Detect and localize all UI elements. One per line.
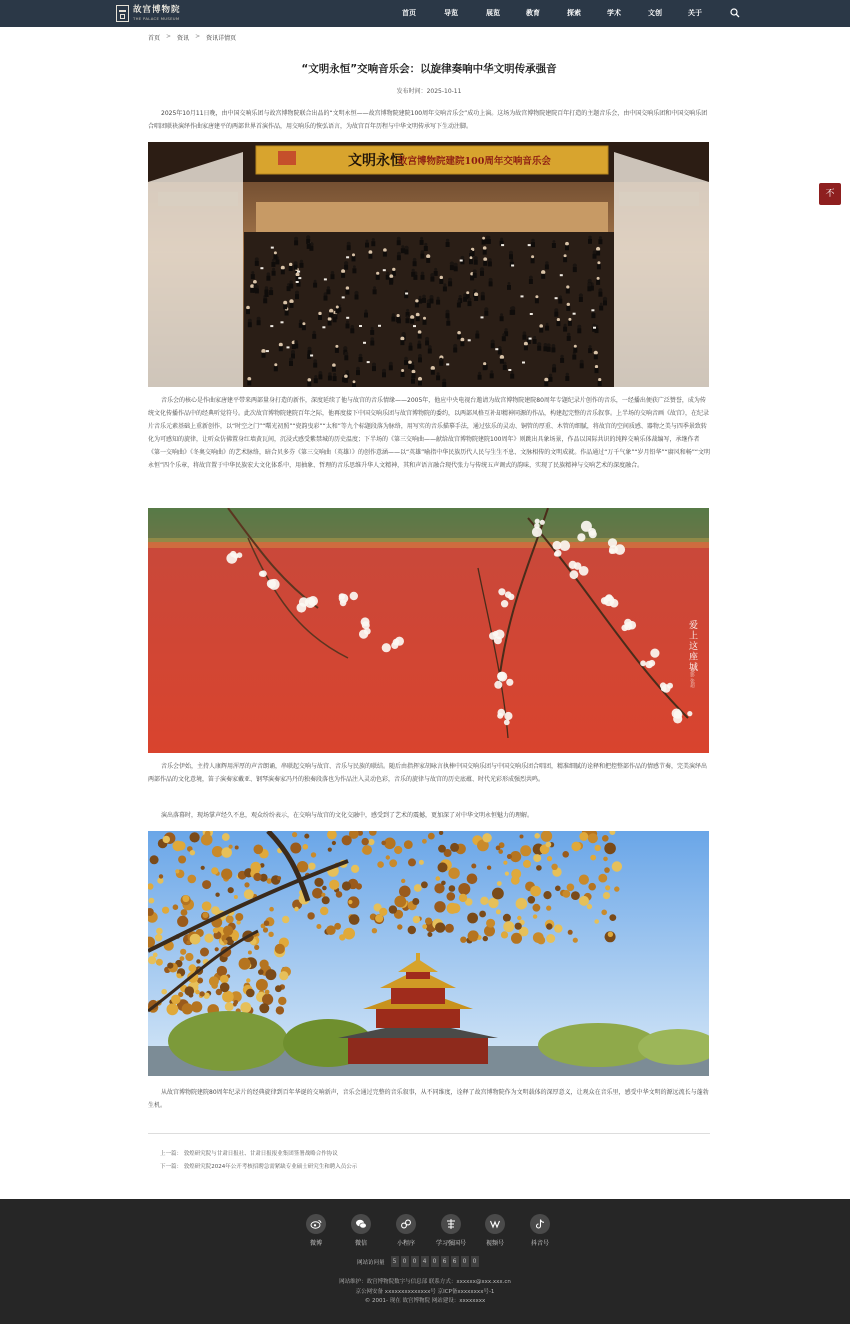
prev-article-link[interactable]: 上一篇： 敦煌研究院与甘肃日报社、甘肃日报报业集团签署战略合作协议 bbox=[160, 1151, 338, 1157]
concert-banner-subtitle: 故宫博物院建院100周年交响音乐会 bbox=[398, 156, 551, 167]
social-label: 微信 bbox=[354, 1240, 367, 1247]
museum-logo[interactable] bbox=[116, 4, 181, 23]
breadcrumb-current: 资讯详情页 bbox=[206, 35, 237, 42]
nav-item-home[interactable]: 首页 bbox=[402, 9, 416, 17]
breadcrumb-news[interactable]: 资讯 bbox=[177, 35, 190, 42]
social-label: 小程序 bbox=[396, 1240, 415, 1247]
main-nav bbox=[392, 0, 714, 27]
article-title: “文明永恒”交响音乐会：以旋律奏响中华文明传承强音 bbox=[301, 63, 557, 75]
article-paragraph: 音乐会的核心是作曲家唐建平带来两部量身打造的新作，深度延续了他与故宫的音乐情缘——2005年，他应中央电视台邀请为故宫博物院建院80周年专题纪录片创作的音乐，一经播出便获广泛赞誉，成为传统文化传播作品中的经典听觉符号。此次故宫博物院建院百年之际，他再度接下中国交响乐团与故宫博物院的委约，以两部风格互补却精神同源的作品，构建起完整的音乐叙事。上半场的交响音画《故宫》，在纪录片音乐元素基础上重新创作，以“时空之门”“曙光初照”“瓷韵曳彩”“太和”等九个标题段落为脉络，用写实的音乐描摹手法，通过弦乐的灵动、铜管的厚重、木管的细腻，将故宫的空间质感、器物之美与四季景致转化为可感知的旋律，让听众仿佛置身红墙黄瓦间，沉浸式感受紫禁城的历史温度；下半场的《第三交响曲——献给故宫博物院建院100周年》则跳出具象场景，作品以国际共识的纯粹交响乐体裁编写，承继作者《第一交响曲》《冬奥交响曲》的艺术脉络，暗合贝多芬《第三交响曲（英雄）》的创作意涵——以“英雄”喻指中华民族历代人民与生生不息、文脉相传的文明成就。作品通过“万千气象”“岁月铅华”“赓风和畅”“文明永恒”四个乐章，将故宫置于中华民族宏大文化体系中，用抽象、哲理的音乐思维升华人文精神，其和声语言融合现代张力与传统五声调式的韵味，实现了民族精神与交响艺术的深度融合。 bbox=[148, 397, 710, 469]
visit-digit: 0 bbox=[431, 1256, 439, 1267]
channels-icon bbox=[485, 1214, 505, 1234]
wechat-icon bbox=[351, 1214, 371, 1234]
social-xuexi[interactable] bbox=[429, 1214, 473, 1247]
concert-hall-photo bbox=[148, 142, 709, 387]
nav-item-cultural-products[interactable]: 文创 bbox=[648, 9, 662, 17]
concert-banner-title: 文明永恒 bbox=[348, 153, 404, 169]
footer-copyright: © 2001- 现在 故宫博物院 网站建设：xxxxxxxx bbox=[364, 1298, 486, 1304]
article-paragraph: 演出落幕时，现场掌声经久不息，观众纷纷表示，在交响与故宫的文化交融中，感受到了艺术的震撼，更加深了对中华文明永恒魅力的理解。 bbox=[161, 812, 534, 819]
social-weibo[interactable] bbox=[294, 1214, 338, 1247]
nav-item-about[interactable]: 关于 bbox=[688, 9, 702, 17]
corner-tower-autumn-photo bbox=[148, 831, 709, 1076]
nav-item-education[interactable]: 教育 bbox=[526, 9, 540, 17]
article-paragraph: 2025年10月11日晚，由中国交响乐团与故宫博物院联合出品的“文明永恒——故宫博物院建院100周年交响音乐会”成功上演。这场为故宫博物院建院百年打造的主题音乐会，由中国交响乐团和中国交响乐团合唱团联袂演绎作曲家唐建平的两部世界首演作品，用交响乐的恢弘语言，为故宫百年历程与中华文明传承写下生动注脚。 bbox=[148, 110, 708, 130]
visit-digit: 6 bbox=[451, 1256, 459, 1267]
miniprogram-icon bbox=[396, 1214, 416, 1234]
xuexi-icon bbox=[441, 1214, 461, 1234]
nav-item-exhibitions[interactable]: 展览 bbox=[486, 9, 500, 17]
visit-digit: 0 bbox=[471, 1256, 479, 1267]
social-miniprogram[interactable] bbox=[384, 1214, 428, 1247]
douyin-icon bbox=[530, 1214, 550, 1234]
article-paragraph: 音乐会伊始，主持人康辉用浑厚的声音朗诵，串联起交响与故宫、音乐与民族的联结。随后由指挥家胡咏言执棒中国交响乐团与中国交响乐团合唱团，精准细腻的诠释和把控整部作品的情感节奏，完美演绎出两部作品的文化意境，笛子演奏家戴亚、钢琴演奏家冯丹的独奏段落也为作品注入灵动色彩，音乐的旋律与故宫的历史底蕴、时代光彩形成强烈共鸣。 bbox=[148, 763, 708, 783]
logo-name-cn: 故宫博物院 bbox=[133, 5, 181, 16]
breadcrumb bbox=[148, 33, 236, 42]
footer-icp-info: 京公网安备 xxxxxxxxxxxxxx号 京ICP备xxxxxxxx号-1 bbox=[355, 1289, 495, 1295]
back-to-top-button[interactable]: 不 bbox=[819, 183, 841, 205]
social-label: 视频号 bbox=[485, 1240, 504, 1247]
logo-emblem-icon bbox=[116, 5, 129, 22]
social-label: 微博 bbox=[309, 1240, 322, 1247]
visit-digit: 6 bbox=[441, 1256, 449, 1267]
content-divider bbox=[148, 1133, 710, 1134]
breadcrumb-separator: > bbox=[195, 33, 201, 40]
breadcrumb-home[interactable]: 首页 bbox=[148, 35, 161, 42]
photo-caption: 爱上这座城 bbox=[687, 620, 697, 673]
footer-maintenance-info: 网站维护：故宫博物院数字与信息部 联系方式：xxxxxx@xxx.xxx.cn bbox=[339, 1279, 511, 1285]
social-wechat[interactable] bbox=[339, 1214, 383, 1247]
visit-digit: 0 bbox=[461, 1256, 469, 1267]
logo-name-en: THE PALACE MUSEUM bbox=[133, 15, 180, 21]
publish-time: 发布时间：2025-10-11 bbox=[396, 88, 462, 95]
visit-digit: 0 bbox=[411, 1256, 419, 1267]
plum-blossom-red-wall-photo bbox=[148, 508, 709, 753]
visit-counter-label: 网站访问量 bbox=[357, 1259, 385, 1266]
social-douyin[interactable] bbox=[518, 1214, 562, 1247]
search-icon[interactable] bbox=[730, 8, 740, 18]
social-label: 抖音号 bbox=[530, 1240, 549, 1247]
next-article-link[interactable]: 下一篇： 敦煌研究院2024年公开考核招聘急需紧缺专业硕士研究生和聘入员公示 bbox=[160, 1164, 358, 1170]
photo-credit: 摄影 张超 bbox=[689, 668, 695, 688]
visit-counter bbox=[357, 1256, 479, 1267]
visit-digit: 5 bbox=[391, 1256, 399, 1267]
social-channels[interactable] bbox=[473, 1214, 517, 1247]
weibo-icon bbox=[306, 1214, 326, 1234]
visit-digit: 0 bbox=[401, 1256, 409, 1267]
nav-item-explore[interactable]: 探索 bbox=[567, 9, 581, 17]
social-label: 学习强国号 bbox=[435, 1240, 466, 1247]
nav-item-guide[interactable]: 导览 bbox=[444, 9, 458, 17]
top-nav-bar bbox=[0, 0, 850, 27]
breadcrumb-separator: > bbox=[166, 33, 172, 40]
nav-item-academic[interactable]: 学术 bbox=[607, 9, 621, 17]
visit-digit: 4 bbox=[421, 1256, 429, 1267]
article-paragraph: 从故宫博物院建院80周年纪录片的经典旋律到百年华诞的交响新声，音乐会通过完整的音乐叙事，从不同维度，诠释了故宫博物院作为文明载体的深厚意义，让观众在音乐里，感受中华文明的源远流长与蓬勃生机。 bbox=[148, 1089, 709, 1109]
